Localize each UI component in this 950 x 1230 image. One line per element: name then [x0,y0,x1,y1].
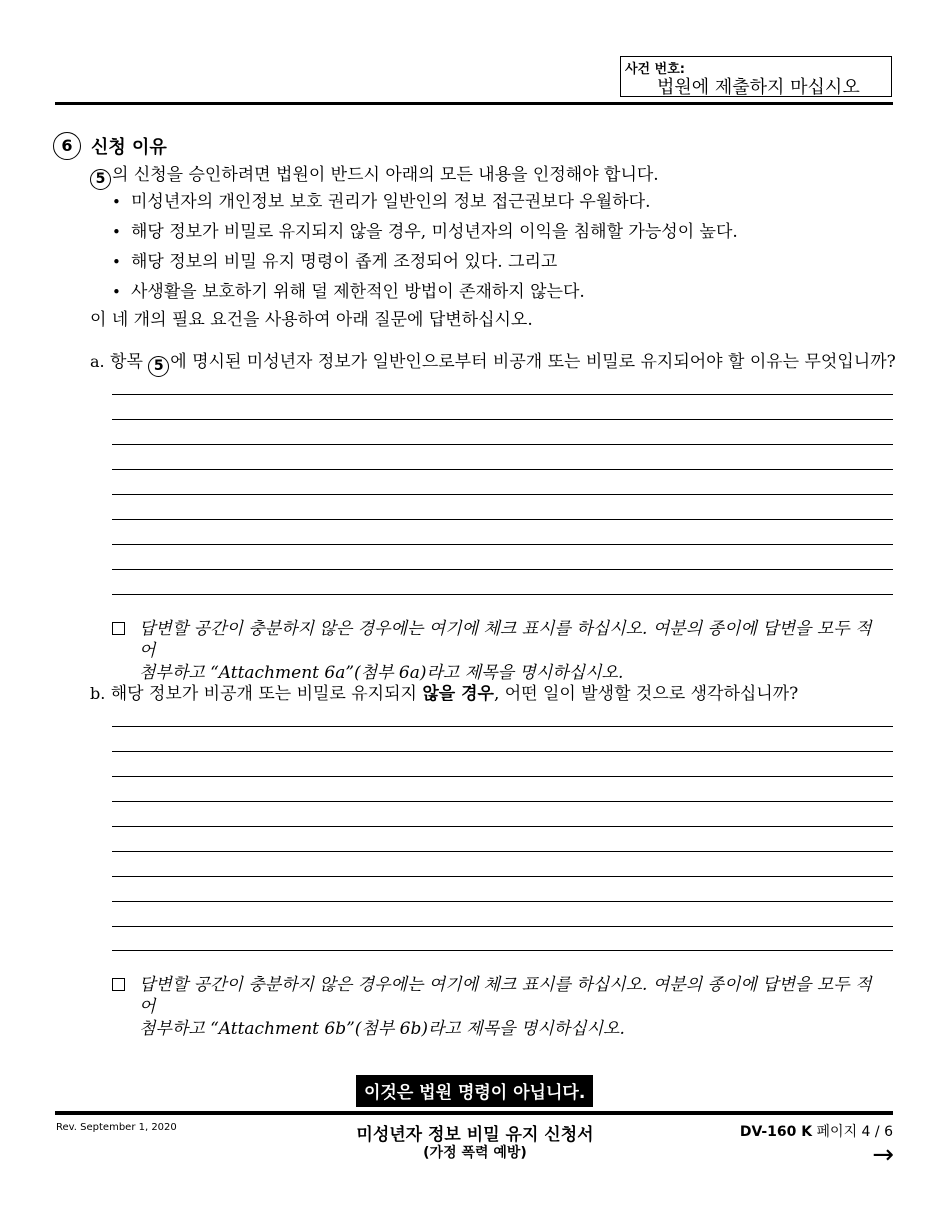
form-code: DV-160 K [739,1124,813,1140]
answer-a-line[interactable] [112,494,893,495]
case-number-value: 법원에 제출하지 마십시오 [657,77,860,98]
answer-b-line[interactable] [112,851,893,852]
answer-a-line[interactable] [112,469,893,470]
answer-a-line[interactable] [112,519,893,520]
section-intro [90,164,659,190]
form-title: 미성년자 정보 비밀 유지 신청서 [356,1125,594,1145]
form-subtitle: (가정 폭력 예방) [423,1145,527,1161]
revision-date: Rev. September 1, 2020 [56,1122,177,1133]
question-b-emphasis: 않을 경우 [422,684,494,704]
item-reference-badge: 5 [148,356,169,377]
attachment-6a-option [112,618,882,684]
section-title: 신청 이유 [91,137,167,158]
instructions-text: 이 네 개의 필요 요건을 사용하여 아래 질문에 답변하십시오. [90,310,533,330]
attachment-6a-line2: 첨부하고 “Attachment 6a”(첨부 6a)라고 제목을 명시하십시오. [139,663,624,683]
footer-divider [55,1111,893,1115]
page-number: 페이지 4 / 6 [816,1124,893,1140]
form-page-info [740,1121,893,1141]
next-page-arrow-icon: → [872,1140,894,1170]
question-b-letter: b. [90,684,106,703]
question-a-prefix: 항목 [110,352,143,372]
list-item: • 사생활을 보호하기 위해 덜 제한적인 방법이 존재하지 않는다. [110,280,738,310]
attachment-6a-line1: 답변할 공간이 충분하지 않은 경우에는 여기에 체크 표시를 하십시오. 여분의 종이에 답변을 모두 적어 [139,619,872,661]
answer-b-line[interactable] [112,726,893,727]
requirements-list [110,190,738,310]
answer-b-line[interactable] [112,776,893,777]
attachment-6b-checkbox[interactable] [112,978,125,991]
answer-a-line[interactable] [112,419,893,420]
header-divider [55,102,893,105]
answer-b-line[interactable] [112,926,893,927]
question-b-text-before: 해당 정보가 비공개 또는 비밀로 유지되지 [110,684,417,704]
answer-a-line[interactable] [112,444,893,445]
section-number-badge: 6 [53,132,81,160]
case-number-label: 사건 번호: [625,62,685,77]
answer-a-line[interactable] [112,569,893,570]
question-a [90,351,896,377]
attachment-6a-checkbox[interactable] [112,622,125,635]
answer-b-line[interactable] [112,950,893,951]
item-reference-badge: 5 [90,169,111,190]
answer-b-line[interactable] [112,751,893,752]
not-court-order-notice: 이것은 법원 명령이 아닙니다. [356,1075,593,1107]
list-item: • 해당 정보의 비밀 유지 명령이 좁게 조정되어 있다. 그리고 [110,250,738,280]
intro-text: 의 신청을 승인하려면 법원이 반드시 아래의 모든 내용을 인정해야 합니다. [112,165,659,185]
attachment-6b-line2: 첨부하고 “Attachment 6b”(첨부 6b)라고 제목을 명시하십시오. [139,1019,625,1039]
question-a-text: 에 명시된 미성년자 정보가 일반인으로부터 비공개 또는 비밀로 유지되어야 할 이유는 무엇입니까? [170,352,896,372]
answer-a-line[interactable] [112,594,893,595]
question-b [90,683,798,705]
question-a-letter: a. [90,352,105,371]
attachment-6b-option [112,974,882,1040]
answer-b-line[interactable] [112,901,893,902]
case-number-box [620,56,892,97]
answer-b-line[interactable] [112,876,893,877]
list-item: • 미성년자의 개인정보 보호 권리가 일반인의 정보 접근권보다 우월하다. [110,190,738,220]
answer-a-line[interactable] [112,544,893,545]
list-item: • 해당 정보가 비밀로 유지되지 않을 경우, 미성년자의 이익을 침해할 가능성이 높다. [110,220,738,250]
attachment-6b-line1: 답변할 공간이 충분하지 않은 경우에는 여기에 체크 표시를 하십시오. 여분의 종이에 답변을 모두 적어 [139,975,872,1017]
question-b-text-after: , 어떤 일이 발생할 것으로 생각하십니까? [493,684,799,704]
answer-b-line[interactable] [112,801,893,802]
answer-a-line[interactable] [112,394,893,395]
answer-b-line[interactable] [112,826,893,827]
